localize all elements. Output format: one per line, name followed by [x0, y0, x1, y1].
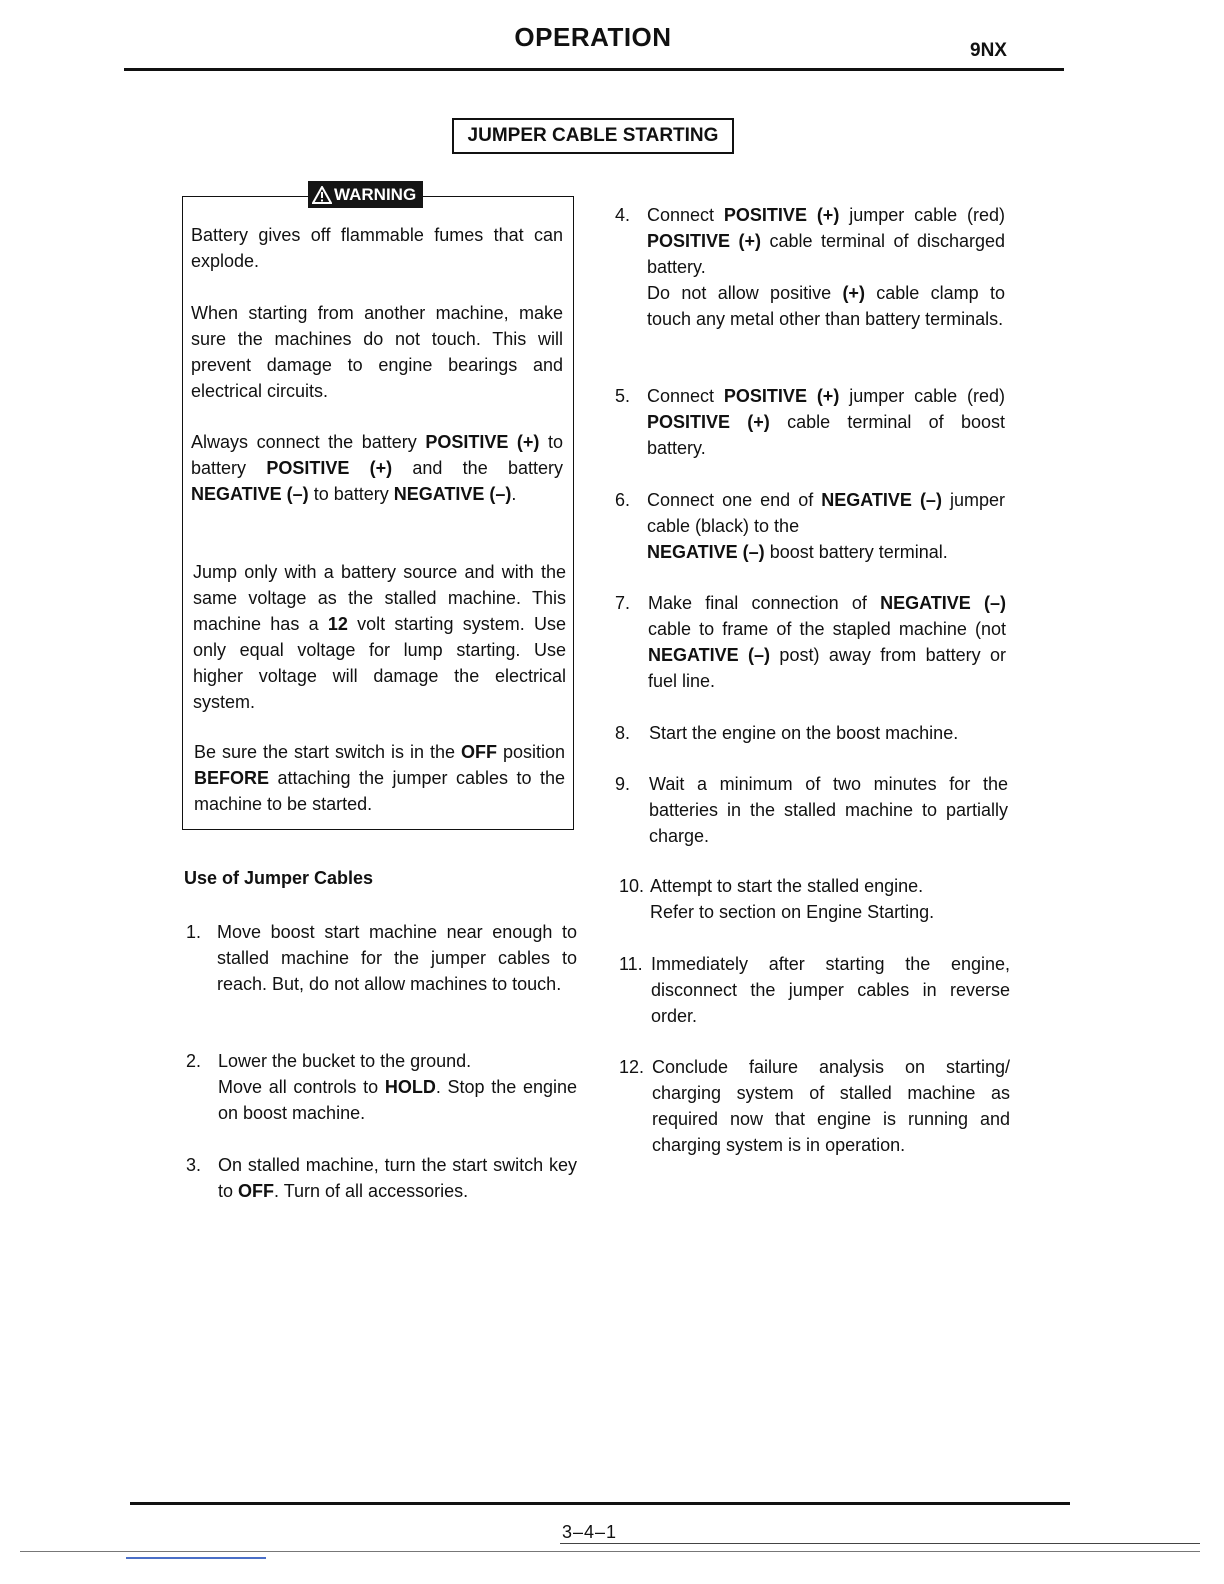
negative-term: NEGATIVE (–) — [647, 542, 765, 562]
step-line — [647, 202, 1005, 280]
step-line — [647, 487, 1005, 539]
warning-badge — [308, 181, 423, 208]
text: jumper cable (red) — [839, 205, 1006, 225]
text: jumper cable (black) to the — [647, 490, 1005, 536]
text: On stalled machine, turn the start switch key to — [218, 1155, 577, 1201]
positive-term: POSITIVE (+) — [647, 231, 761, 251]
negative-term: NEGATIVE (–) — [821, 490, 942, 510]
step-text — [648, 590, 1006, 694]
text: to battery — [308, 484, 394, 504]
step-text: Move boost start machine near enough to stalled machine for the jumper cables to reach. But, do not allow machines to touch. — [217, 922, 577, 994]
text: . — [511, 484, 517, 504]
step-number: 2. — [186, 1051, 202, 1071]
text: volt starting system. Use only equal voltage for lump starting. Use higher voltage will damage the electrical system. — [193, 614, 566, 712]
step-line: Attempt to start the stalled engine. — [650, 876, 924, 896]
off-term: OFF — [460, 742, 497, 762]
step-text — [650, 873, 1010, 925]
text: to battery — [191, 432, 563, 478]
header-divider — [124, 68, 1064, 71]
step-number: 8. — [615, 723, 631, 743]
step-line: Lower the bucket to the ground. — [218, 1051, 472, 1071]
text: and the battery — [392, 458, 564, 478]
negative-term: NEGATIVE (–) — [880, 593, 1006, 613]
text: boost battery terminal. — [764, 542, 948, 562]
warning-triangle-icon — [312, 186, 332, 204]
step-number: 12. — [619, 1057, 645, 1077]
step-text — [647, 487, 1005, 565]
model-code: 9NX — [970, 40, 1007, 61]
scan-edge-mark — [126, 1557, 266, 1559]
step-text — [647, 202, 1005, 332]
warning-paragraph-2a: When starting from another machine, make sure the machines do not touch. — [191, 303, 563, 349]
step-number: 5. — [615, 386, 631, 406]
warning-paragraph-2b: This will prevent damage to engine bearings and electrical circuits. — [191, 329, 563, 401]
positive-sign: (+) — [842, 283, 865, 303]
text: post) away from battery or fuel line. — [648, 645, 1006, 691]
step-text — [218, 1152, 577, 1204]
negative-term: NEGATIVE (–) — [191, 484, 309, 504]
step-line — [647, 539, 1005, 565]
step-number: 1. — [186, 922, 202, 942]
hold-term: HOLD — [384, 1077, 436, 1097]
step-line: Refer to section on Engine Starting. — [650, 902, 935, 922]
text: cable clamp to touch any metal other than battery terminals. — [647, 283, 1006, 329]
step-text: Wait a minimum of two minutes for the batteries in the stalled machine to partially charge. — [649, 774, 1008, 846]
step-line — [647, 280, 1005, 332]
positive-term: POSITIVE (+) — [266, 458, 393, 478]
step-text — [218, 1048, 577, 1126]
text: cable terminal of discharged battery. — [647, 231, 1005, 277]
step-number: 4. — [615, 205, 631, 225]
text: Always connect the battery — [191, 432, 426, 452]
negative-term: NEGATIVE (–) — [648, 645, 771, 665]
voltage-value: 12 — [327, 614, 348, 634]
warning-paragraph-4 — [193, 559, 566, 715]
text: jumper cable (red) — [839, 386, 1006, 406]
before-term: BEFORE — [194, 768, 270, 788]
section-title: JUMPER CABLE STARTING — [467, 125, 719, 146]
text: attaching the jumper cables to the machine to be started. — [194, 768, 565, 814]
text: Connect one end of — [647, 490, 822, 510]
warning-paragraph-1: Battery gives off flammable fumes that can explode. — [191, 225, 563, 271]
text: Jump only with a battery source and with the same voltage as the stalled machine. This machine has a — [193, 562, 566, 634]
positive-term: POSITIVE (+) — [647, 412, 770, 432]
step-text: Conclude failure analysis on starting/ charging system of stalled machine as required now that engine is running and charging system is in operation. — [652, 1057, 1010, 1155]
warning-panel — [182, 196, 574, 830]
positive-term: POSITIVE (+) — [723, 205, 840, 225]
text: Make final connection of — [648, 593, 881, 613]
warning-paragraph-3 — [191, 429, 563, 507]
jumper-cables-heading: Use of Jumper Cables — [184, 868, 374, 888]
text: cable to frame of the stapled machine (not — [648, 619, 1006, 639]
step-number: 10. — [619, 876, 645, 896]
warning-paragraph-2 — [191, 300, 563, 404]
step-number: 3. — [186, 1155, 202, 1175]
footer-underline — [560, 1543, 1200, 1544]
step-number: 7. — [615, 593, 631, 613]
warning-paragraph-5 — [194, 739, 565, 817]
step-text: Immediately after starting the engine, disconnect the jumper cables in reverse order. — [651, 954, 1010, 1026]
text: Connect — [647, 205, 724, 225]
step-line — [218, 1074, 577, 1126]
text: position — [496, 742, 565, 762]
step-number: 9. — [615, 774, 631, 794]
text: . Turn of all accessories. — [274, 1181, 469, 1201]
text: Be sure the start switch is in the — [194, 742, 461, 762]
step-text — [647, 383, 1005, 461]
footer-divider — [130, 1502, 1070, 1505]
text: Connect — [647, 386, 724, 406]
warning-label: WARNING — [334, 184, 417, 204]
step-number: 6. — [615, 490, 631, 510]
step-text: Start the engine on the boost machine. — [649, 723, 959, 743]
step-number: 11. — [619, 954, 643, 974]
scan-edge-line — [20, 1551, 1200, 1552]
section-title-box — [452, 118, 734, 154]
text: . Stop the engine on boost machine. — [218, 1077, 577, 1123]
text: Do not allow positive — [647, 283, 843, 303]
text: Move all controls to — [218, 1077, 385, 1097]
positive-term: POSITIVE (+) — [425, 432, 540, 452]
page-header-title: OPERATION — [514, 22, 672, 52]
page-number: 3–4–1 — [562, 1522, 618, 1542]
positive-term: POSITIVE (+) — [723, 386, 840, 406]
off-term: OFF — [238, 1181, 275, 1201]
text: cable terminal of boost battery. — [647, 412, 1005, 458]
negative-term: NEGATIVE (–) — [393, 484, 512, 504]
